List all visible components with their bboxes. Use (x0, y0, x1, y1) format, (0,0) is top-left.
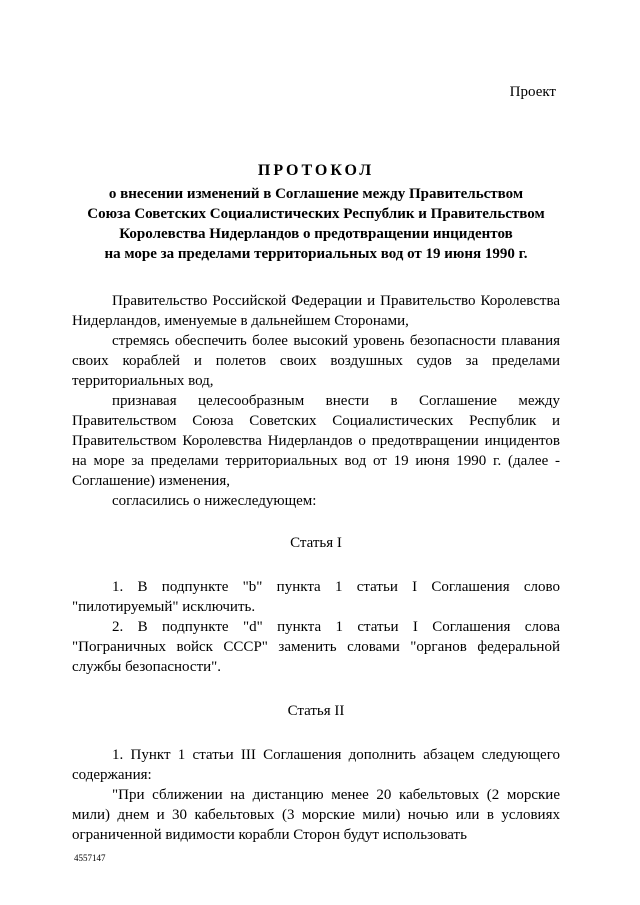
document-number: 4557147 (74, 853, 106, 863)
preamble-paragraph: Правительство Российской Федерации и Правительство Королевства Нидерландов, именуемые в дальнейшем Сторонами, (72, 293, 560, 329)
spacer (72, 721, 560, 745)
document-body (72, 291, 560, 845)
spacer (72, 553, 560, 577)
subtitle-line: Союза Советских Социалистических Республик и Правительством (87, 206, 545, 222)
preamble-paragraph: согласились о нижеследующем: (112, 493, 317, 509)
spacer (72, 677, 560, 701)
article-heading: Статья II (287, 703, 345, 719)
article-heading: Статья I (290, 535, 342, 551)
title-block (72, 162, 560, 264)
article-item: 1. В подпункте "b" пункта 1 статьи I Соглашения слово "пилотируемый" исключить. (72, 579, 560, 615)
preamble-paragraph: стремясь обеспечить более высокий уровень безопасности плавания своих кораблей и полетов своих воздушных судов за пределами территориальных вод, (72, 333, 560, 389)
subtitle-line: о внесении изменений в Соглашение между Правительством (108, 186, 524, 202)
article-item: "При сближении на дистанцию менее 20 кабельтовых (2 морские мили) днем и 30 кабельтовых (3 морские мили) ночью или в условиях ограниченной видимости корабли Сторон будут использовать (72, 787, 560, 843)
draft-stamp: Проект (509, 84, 556, 100)
document-title: ПРОТОКОЛ (257, 162, 375, 179)
subtitle-line: Королевства Нидерландов о предотвращении инцидентов (119, 226, 513, 242)
spacer (72, 511, 560, 533)
article-item: 1. Пункт 1 статьи III Соглашения дополнить абзацем следующего содержания: (72, 747, 560, 783)
preamble-paragraph: признавая целесообразным внести в Соглашение между Правительством Союза Советских Социалистических Республик и Правительством Королевства Нидерландов о предотвращении инцидентов на море за пределами территориальных вод от 19 июня 1990 г. (далее - Соглашение) изменения, (72, 393, 560, 489)
article-item: 2. В подпункте "d" пункта 1 статьи I Соглашения слова "Пограничных войск СССР" заменить словами "органов федеральной службы безопасности". (72, 619, 560, 675)
subtitle-line: на море за пределами территориальных вод от 19 июня 1990 г. (104, 246, 528, 262)
